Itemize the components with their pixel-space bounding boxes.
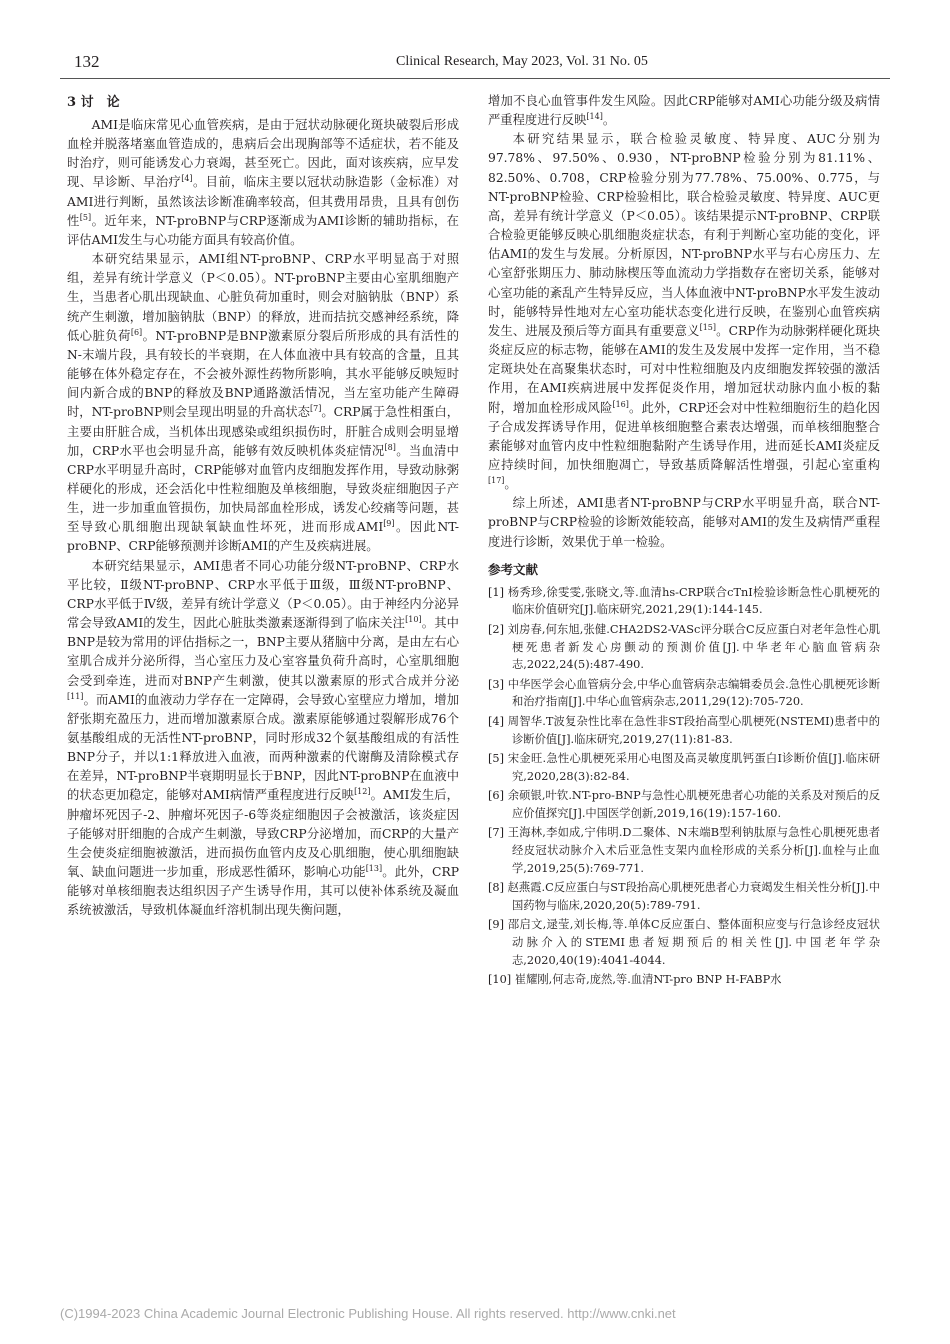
references-list xyxy=(488,584,880,989)
journal-citation: Clinical Research, May 2023, Vol. 31 No. 05 xyxy=(396,54,648,69)
right-paragraph-2: 本研究结果显示，联合检验灵敏度、特异度、AUC分别为97.78%、97.50%、0.930，NT-proBNP检验分别为81.11%、82.50%、0.708，CRP检验分别为77.78%、75.00%、0.775，与NT-proBNP检验、CRP检验相比，联合检验灵敏度、特异度、AUC更高，差异有统计学意义（P＜0.05）。该结果提示NT-proBNP、CRP联合检验更能够反映心肌细胞炎症状态，有利于判断心室功能的变化，评估AMI的发生与发展。分析原因，NT-proBNP水平与右心房压力、左心室舒张期压力、肺动脉楔压等血流动力学指数存在密切关系，能够对心室功能的紊乱产生特异反应，当人体血液中NT-proBNP水平发生波动时，能够特异性地对左心室功能状态变化进行反映，在鉴别心血管疾病发生、进展及预后等方面具有重要意义[15]。CRP作为动脉粥样硬化斑块炎症反应的标志物，能够在AMI的发生及发展中发挥一定作用，当不稳定斑块处在高聚集状态时，可对中性粒细胞及内皮细胞发挥较强的激活作用，在AMI疾病进展中发挥促炎作用，增加冠状动脉内血小板的黏附，增加血栓形成风险[16]。此外，CRP还会对中性粒细胞衍生的趋化因子合成发挥诱导作用，促进单核细胞整合素表达增强，而单核细胞整合素能够对血管内皮中性粒细胞黏附产生诱导作用，进而延长AMI炎症反应持续时间，加快细胞凋亡，导致基质降解活性增强，引起心室重构[17]。 xyxy=(488,132,880,492)
left-paragraph-1: AMI是临床常见心血管疾病，是由于冠状动脉硬化斑块破裂后形成血栓并脱落堵塞血管造成的，患病后会出现胸部等不适症状，若不能及时治疗，则可能诱发心力衰竭，甚至死亡。因此，面对该疾病，应早发现、早诊断、早治疗[4]。目前，临床主要以冠状动脉造影（金标准）对AMI进行判断，虽然该法诊断准确率较高，但其费用昂贵，且具有创伤性[5]。近年来，NT-proBNP与CRP逐渐成为AMI诊断的辅助指标，在评估AMI发生与心功能方面具有较高价值。 xyxy=(67,118,459,247)
citation-marker: [7] xyxy=(309,404,322,414)
reference-item: [3] 中华医学会心血管病分会,中华心血管病杂志编辑委员会.急性心肌梗死诊断和治疗指南[J].中华心血管病杂志,2011,29(12):705-720. xyxy=(488,677,880,709)
citation-marker: [12] xyxy=(354,787,371,797)
citation-marker: [11] xyxy=(67,691,84,701)
reference-item: [7] 王海林,李如成,宁伟明.D二聚体、N末端B型利钠肽原与急性心肌梗死患者经皮冠状动脉介入术后亚急性支架内血栓形成的关系分析[J].血栓与止血学,2019,25(5):769-771. xyxy=(488,826,880,875)
reference-item: [6] 余硕银,叶钦.NT-pro-BNP与急性心肌梗死患者心功能的关系及对预后的反应价值探究[J].中国医学创新,2019,16(19):157-160. xyxy=(488,789,880,820)
citation-marker: [17] xyxy=(488,476,505,486)
reference-item: [1] 杨秀珍,徐雯雯,张晓文,等.血清hs-CRP联合cTnI检验诊断急性心肌梗死的临床价值研究[J].临床研究,2021,29(1):144-145. xyxy=(488,585,880,617)
header-rule xyxy=(60,78,890,79)
page-header xyxy=(60,50,890,80)
left-paragraph-3: 本研究结果显示，AMI患者不同心功能分级NT-proBNP、CRP水平比较，Ⅱ级NT-proBNP、CRP水平低于Ⅲ级，Ⅲ级NT-proBNP、CRP水平低于Ⅳ级，差异有统计学意义（P＜0.05）。由于神经内分泌异常会导致AMI的发生，因此心脏肽类激素逐渐得到了临床关注[10]。其中BNP是较为常用的评估指标之一，BNP主要从猪脑中分离，是由左右心室肌合成并分泌所得，当心室压力及心室容量负荷升高时，心室肌细胞会受到牵连，进而对BNP产生刺激，使其以激素原的形式合成并分泌[11]。而AMI的血液动力学存在一定障碍，会导致心室壁应力增加，增加舒张期充盈压力，进而增加激素原合成。激素原能够通过裂解形成76个氨基酸组成的无活性NT-proBNP，同时形成32个氨基酸组成的有活性BNP分子，并以1:1释放进入血液，而两种激素的代谢酶及清除模式存在差异，NT-proBNP半衰期明显长于BNP，因此NT-proBNP在血液中的状态更加稳定，能够对AMI病情严重程度进行反映[12]。AMI发生后，肿瘤坏死因子-2、肿瘤坏死因子-6等炎症细胞因子会被激活，该炎症因子能够对肝细胞的合成产生刺激，导致CRP分泌增加，而CRP的大量产生会使炎症细胞被激活，进而损伤血管内皮及心肌细胞，使心肌细胞缺氧、缺血问题进一步加重，形成恶性循环，影响心功能[13]。此外，CRP能够对单核细胞表达组织因子产生诱导作用，其可以使补体系统及凝血系统被激活，导致机体凝血纤溶机制出现失衡问题， xyxy=(67,558,459,918)
citation-marker: [14] xyxy=(586,112,603,122)
right-paragraph-3: 综上所述，AMI患者NT-proBNP与CRP水平明显升高，联合NT-proBNP与CRP检验的诊断效能较高，能够对AMI的发生及病情严重程度进行诊断，效果优于单一检验。 xyxy=(488,496,880,549)
citation-marker: [9] xyxy=(383,519,395,529)
reference-item: [4] 周智华.T波复杂性比率在急性非ST段抬高型心肌梗死(NSTEMI)患者中的诊断价值[J].临床研究,2019,27(11):81-83. xyxy=(488,714,880,746)
reference-item: [5] 宋金旺.急性心肌梗死采用心电图及高灵敏度肌钙蛋白Ⅰ诊断价值[J].临床研究,2020,28(3):82-84. xyxy=(488,752,880,783)
reference-item: [2] 刘房春,何东旭,张健.CHA2DS2-VASc评分联合C反应蛋白对老年急性心肌梗死患者新发心房颤动的预测价值[J].中华老年心脑血管病杂志,2022,24(5):487-490. xyxy=(488,622,880,672)
page-number: 132 xyxy=(74,52,100,71)
right-body xyxy=(488,92,880,552)
citation-marker: [8] xyxy=(384,442,396,452)
citation-marker: [15] xyxy=(699,322,716,332)
citation-marker: [4] xyxy=(181,174,193,184)
reference-item: [8] 赵燕霞.C反应蛋白与ST段抬高心肌梗死患者心力衰竭发生相关性分析[J].中国药物与临床,2020,20(5):789-791. xyxy=(488,881,880,912)
reference-item: [9] 邵启文,逯莹,刘长梅,等.单体C反应蛋白、整体面积应变与行急诊经皮冠状动脉介入的STEMI患者短期预后的相关性[J].中国老年学杂志,2020,40(19):4041-4044. xyxy=(488,918,880,967)
right-column xyxy=(488,92,880,991)
right-paragraph-1: 增加不良心血管事件发生风险。因此CRP能够对AMI心功能分级及病情严重程度进行反映[14]。 xyxy=(488,94,880,128)
citation-marker: [5] xyxy=(79,212,92,222)
citation-marker: [13] xyxy=(365,864,383,873)
citation-marker: [16] xyxy=(612,399,629,409)
citation-marker: [10] xyxy=(405,614,422,624)
copyright-footer: (C)1994-2023 China Academic Journal Electronic Publishing House. All rights reserved. http://www.cnki.net xyxy=(60,1306,676,1321)
citation-marker: [6] xyxy=(130,327,143,337)
left-paragraph-2: 本研究结果显示，AMI组NT-proBNP、CRP水平明显高于对照组，差异有统计学意义（P＜0.05）。NT-proBNP主要由心室肌细胞产生，当患者心肌出现缺血、心脏负荷加重时，则会对脑钠肽（BNP）系统产生刺激，增加脑钠肽（BNP）的释放，进而拮抗交感神经系统，降低心脏负荷[6]。NT-proBNP是BNP激素原分裂后所形成的具有活性的N-末端片段，具有较长的半衰期，在人体血液中具有较高的含量，且其能够在体外稳定存在，不会被外源性药物所影响，其水平能够反映短时间内新合成的BNP的释放及BNP通路激活情况，当左室功能产生障碍时，NT-proBNP则会呈现出明显的升高状态[7]。CRP属于急性相蛋白，主要由肝脏合成，当机体出现感染或组织损伤时，肝脏合成则会明显增加，CRP水平也会明显升高，能够有效反映机体炎症情况[8]。当血清中CRP水平明显升高时，CRP能够对血管内皮细胞发挥作用，导致动脉粥样硬化的形成，还会活化中性粒细胞及单核细胞，导致炎症细胞因子产生，进一步加重血管损伤，加快局部血栓形成，诱发心绞痛等问题，甚至导致心肌细胞出现缺氧缺血性坏死，进而形成AMI[9]。因此NT-proBNP、CRP能够预测并诊断AMI的产生及疾病进展。 xyxy=(67,252,459,554)
references-heading: 参考文献 xyxy=(488,561,539,577)
section-heading: 3 讨 论 xyxy=(67,95,120,110)
reference-item: [10] 崔耀刚,何志奇,庞然,等.血清NT-pro BNP H-FABP水 xyxy=(488,973,782,987)
left-column xyxy=(67,92,459,921)
left-body xyxy=(67,116,459,921)
